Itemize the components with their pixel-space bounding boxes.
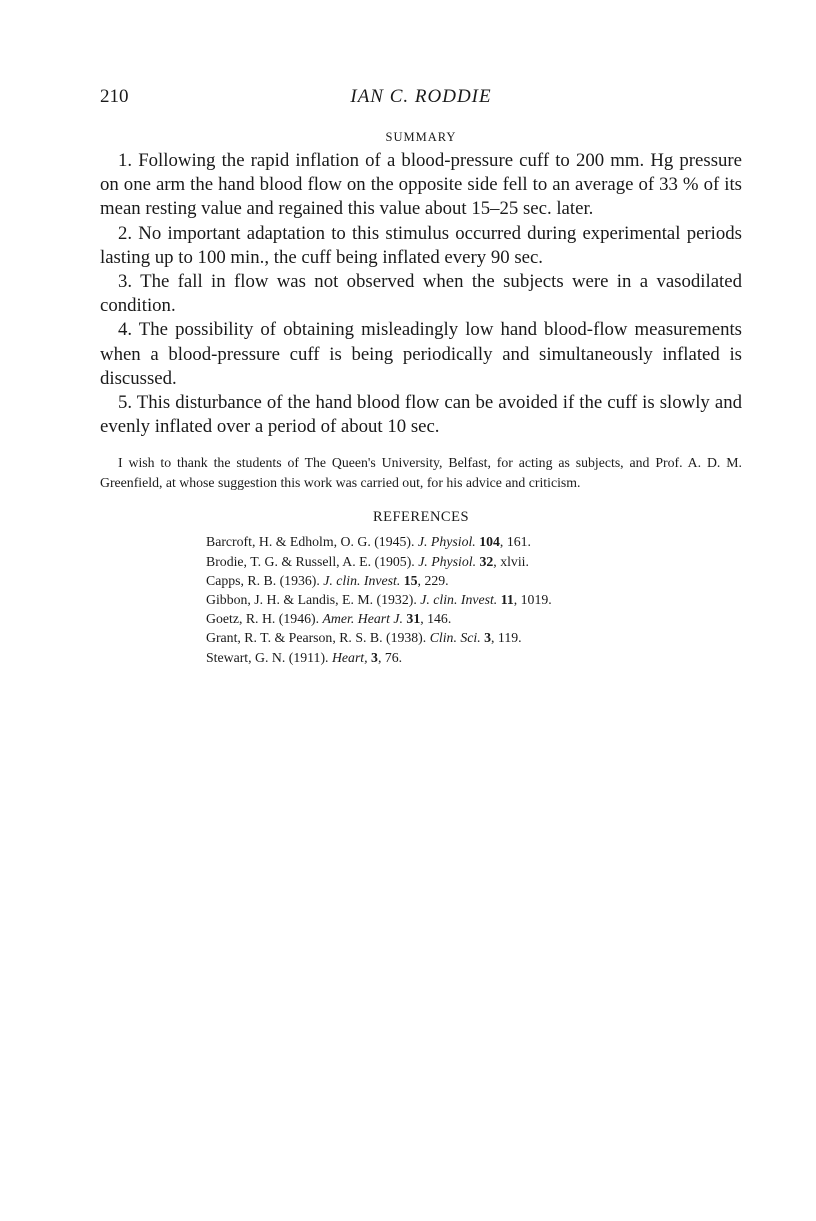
reference-pages: , 76.	[377, 649, 403, 665]
reference-volume: 3	[484, 630, 492, 646]
reference-authors: Barcroft, H. & Edholm, O. G. (1945).	[206, 534, 415, 550]
summary-item: 3. The fall in flow was not observed when the subjects were in a vasodilated condition.	[100, 271, 742, 317]
reference-volume: 31	[406, 611, 421, 627]
reference-journal: Clin. Sci.	[429, 630, 481, 646]
summary-heading: SUMMARY	[385, 130, 457, 144]
reference-authors: Goetz, R. H. (1946).	[206, 611, 320, 627]
reference-item	[206, 609, 742, 628]
reference-authors: Stewart, G. N. (1911).	[206, 649, 329, 665]
summary-list	[100, 149, 742, 439]
reference-journal: Heart,	[331, 649, 368, 665]
reference-item	[206, 552, 742, 571]
reference-pages: , 229.	[417, 572, 449, 588]
reference-item	[206, 628, 742, 647]
references-heading: REFERENCES	[372, 509, 470, 526]
reference-volume: 3	[371, 649, 378, 665]
reference-list	[206, 532, 742, 666]
reference-journal: J. Physiol.	[417, 534, 476, 550]
reference-item	[206, 571, 742, 590]
reference-pages: , 1019.	[513, 592, 552, 608]
summary-item: 1. Following the rapid inflation of a blood-pressure cuff to 200 mm. Hg pressure on one arm the hand blood flow on the opposite side fell to an average of 33 % of its mean resting value and regained this value about 15–25 sec. later.	[100, 150, 742, 220]
page-number: 210	[100, 86, 129, 107]
reference-pages: , 146.	[420, 611, 452, 627]
reference-authors: Brodie, T. G. & Russell, A. E. (1905).	[206, 553, 415, 569]
reference-authors: Grant, R. T. & Pearson, R. S. B. (1938).	[206, 630, 427, 646]
reference-journal: J. clin. Invest.	[323, 572, 401, 588]
reference-volume: 32	[479, 553, 494, 569]
running-head	[100, 80, 742, 110]
reference-item	[206, 648, 742, 667]
reference-item	[206, 590, 742, 609]
summary-item: 4. The possibility of obtaining misleadingly low hand blood-flow measurements when a blood-pressure cuff is being periodically and simultaneously inflated is discussed.	[100, 319, 742, 389]
reference-authors: Capps, R. B. (1936).	[206, 572, 320, 588]
reference-item	[206, 532, 742, 551]
reference-volume: 15	[403, 572, 418, 588]
summary-item: 5. This disturbance of the hand blood flow can be avoided if the cuff is slowly and evenly inflated over a period of about 10 sec.	[100, 392, 742, 438]
reference-volume: 104	[479, 534, 500, 550]
reference-volume: 11	[500, 592, 514, 608]
journal-page	[100, 80, 742, 667]
running-title: IAN C. RODDIE	[350, 86, 492, 107]
reference-journal: Amer. Heart J.	[322, 611, 403, 627]
reference-authors: Gibbon, J. H. & Landis, E. M. (1932).	[206, 592, 417, 608]
reference-journal: J. clin. Invest.	[420, 592, 498, 608]
reference-pages: , 119.	[491, 630, 522, 646]
summary-item: 2. No important adaptation to this stimulus occurred during experimental periods lasting up to 100 min., the cuff being inflated every 90 sec.	[100, 222, 742, 268]
acknowledgement: I wish to thank the students of The Queen's University, Belfast, for acting as subjects, and Prof. A. D. M. Greenfield, at whose suggestion this work was carried out, for his advice and criticism.	[100, 455, 742, 490]
reference-journal: J. Physiol.	[418, 553, 477, 569]
reference-pages: , xlvii.	[493, 553, 529, 569]
reference-pages: , 161.	[499, 534, 531, 550]
